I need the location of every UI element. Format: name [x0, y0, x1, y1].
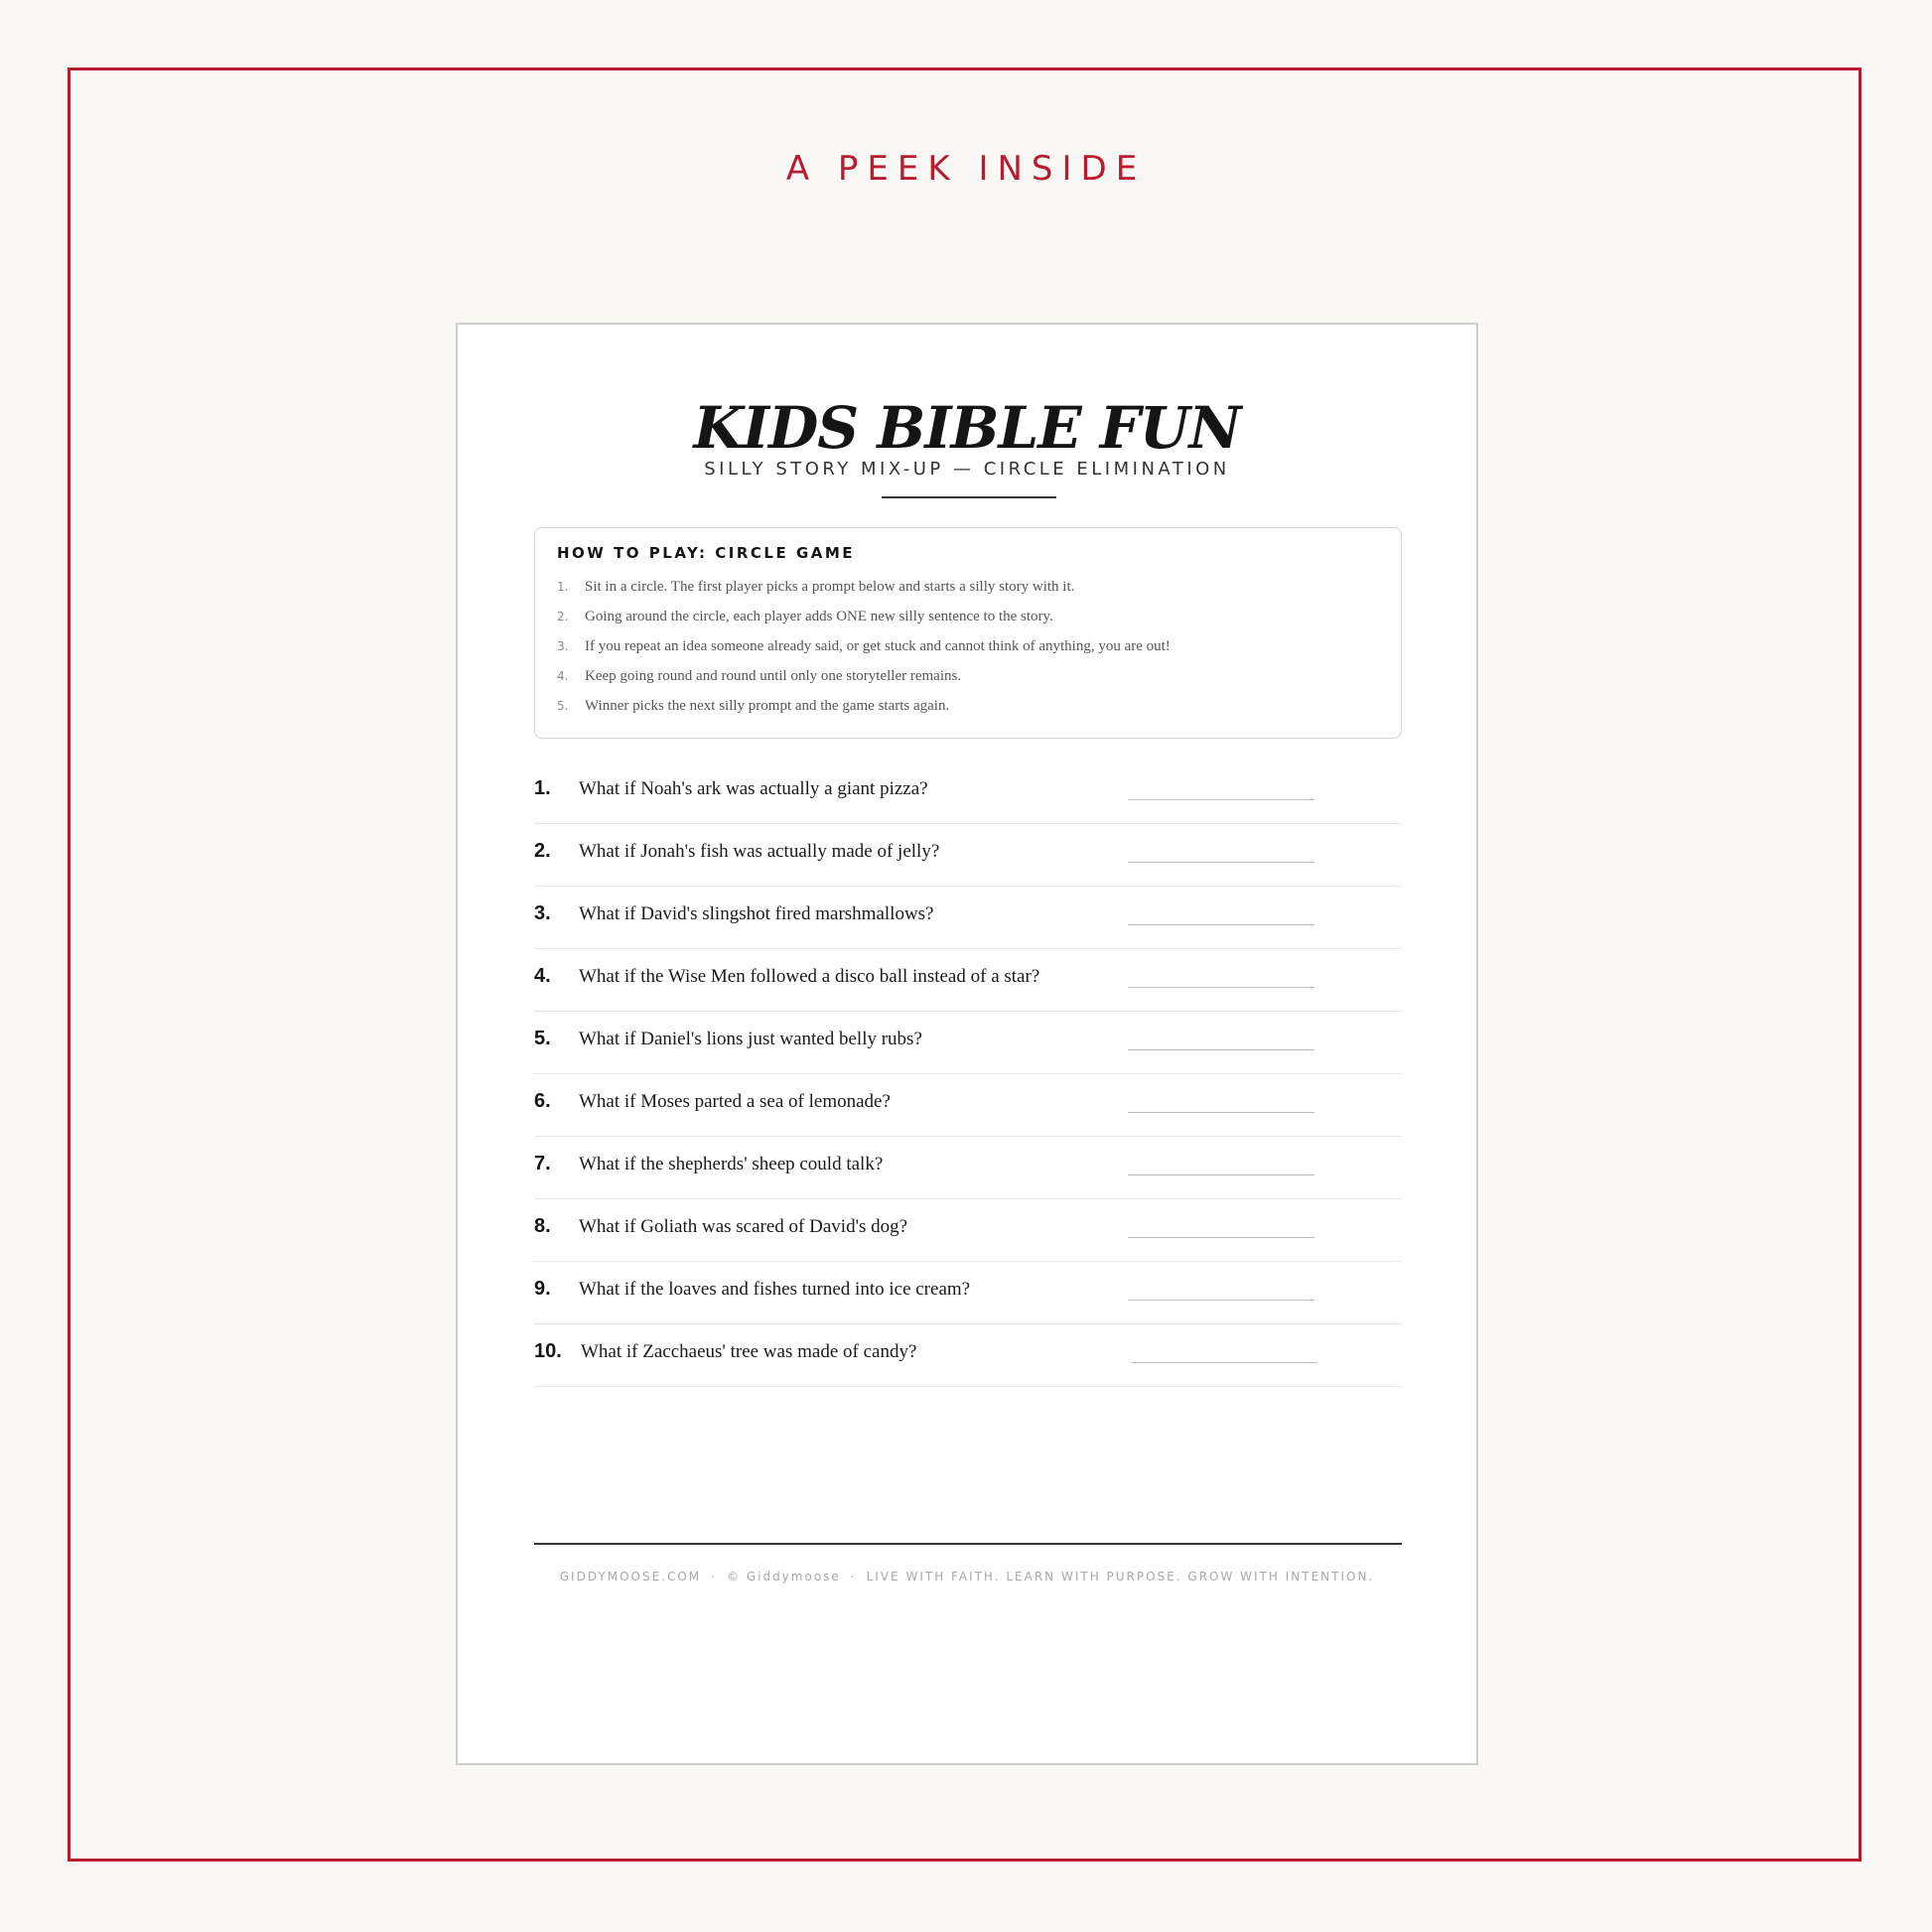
prompt-row: [534, 824, 1402, 887]
answer-line: [1128, 1237, 1314, 1238]
how-to-step: [557, 631, 1379, 661]
step-text: Keep going round and round until only one storyteller remains.: [585, 668, 962, 684]
how-to-step: [557, 572, 1379, 602]
footer-divider: [534, 1543, 1402, 1545]
answer-line: [1128, 1174, 1314, 1175]
prompt-number: 6.: [534, 1090, 551, 1112]
answer-line: [1131, 1362, 1317, 1363]
prompt-row: [534, 1074, 1402, 1137]
prompt-text: What if Moses parted a sea of lemonade?: [579, 1091, 891, 1112]
prompt-number: 8.: [534, 1215, 551, 1237]
step-number: 3.: [557, 639, 569, 653]
peek-inside-heading: A PEEK INSIDE: [785, 149, 1147, 189]
answer-line: [1128, 862, 1314, 863]
worksheet-title: KIDS BIBLE FUN: [693, 394, 1241, 462]
footer-site: GIDDYMOOSE.COM: [559, 1570, 702, 1584]
worksheet-subtitle: SILLY STORY MIX-UP — CIRCLE ELIMINATION: [704, 459, 1230, 480]
step-text: Going around the circle, each player adds ONE new silly sentence to the story.: [585, 609, 1053, 624]
prompt-text: What if the Wise Men followed a disco ball instead of a star?: [579, 966, 1040, 987]
worksheet-page: [456, 323, 1478, 1765]
prompt-number: 5.: [534, 1028, 551, 1049]
prompt-row: [534, 887, 1402, 949]
prompt-text: What if Daniel's lions just wanted belly rubs?: [579, 1029, 922, 1049]
step-number: 2.: [557, 610, 569, 623]
prompt-number: 9.: [534, 1278, 551, 1300]
answer-line: [1128, 799, 1314, 800]
prompt-number: 4.: [534, 965, 551, 987]
title-divider: [882, 496, 1056, 498]
prompt-row: [534, 1137, 1402, 1199]
prompt-row: [534, 1199, 1402, 1262]
footer-separator: ·: [850, 1570, 857, 1584]
step-text: Sit in a circle. The first player picks a prompt below and starts a silly story with it.: [585, 579, 1075, 595]
prompt-row: [534, 1324, 1402, 1387]
prompt-number: 7.: [534, 1153, 551, 1174]
how-to-step: [557, 691, 1379, 721]
prompt-text: What if Zacchaeus' tree was made of candy?: [581, 1341, 917, 1362]
prompt-list: [534, 761, 1402, 1387]
answer-line: [1128, 1112, 1314, 1113]
how-to-step: [557, 602, 1379, 631]
worksheet-footer: [458, 1570, 1476, 1584]
answer-line: [1128, 1049, 1314, 1050]
prompt-text: What if Goliath was scared of David's dog?: [579, 1216, 908, 1237]
step-number: 4.: [557, 669, 569, 683]
answer-line: [1128, 924, 1314, 925]
prompt-number: 10.: [534, 1340, 562, 1362]
answer-line: [1128, 987, 1314, 988]
footer-copyright: © Giddymoose: [727, 1570, 841, 1584]
prompt-number: 1.: [534, 777, 551, 799]
step-text: Winner picks the next silly prompt and the game starts again.: [585, 698, 950, 714]
footer-separator: ·: [711, 1570, 717, 1584]
how-to-play-box: [534, 527, 1402, 739]
how-to-step: [557, 661, 1379, 691]
prompt-number: 3.: [534, 902, 551, 924]
prompt-row: [534, 949, 1402, 1012]
prompt-text: What if Noah's ark was actually a giant pizza?: [579, 778, 928, 799]
prompt-text: What if Jonah's fish was actually made of jelly?: [579, 841, 940, 862]
prompt-row: [534, 1262, 1402, 1324]
prompt-text: What if the loaves and fishes turned into ice cream?: [579, 1279, 971, 1300]
footer-tagline: LIVE WITH FAITH. LEARN WITH PURPOSE. GROW WITH INTENTION.: [866, 1570, 1375, 1584]
prompt-row: [534, 761, 1402, 824]
prompt-text: What if David's slingshot fired marshmallows?: [579, 903, 934, 924]
step-text: If you repeat an idea someone already said, or get stuck and cannot think of anything, you are out!: [585, 638, 1171, 654]
how-to-play-steps: [557, 572, 1379, 721]
step-number: 1.: [557, 580, 569, 594]
how-to-play-title: HOW TO PLAY: CIRCLE GAME: [557, 544, 856, 562]
prompt-row: [534, 1012, 1402, 1074]
step-number: 5.: [557, 699, 569, 713]
prompt-number: 2.: [534, 840, 551, 862]
prompt-text: What if the shepherds' sheep could talk?: [579, 1154, 884, 1174]
answer-line: [1128, 1300, 1314, 1301]
